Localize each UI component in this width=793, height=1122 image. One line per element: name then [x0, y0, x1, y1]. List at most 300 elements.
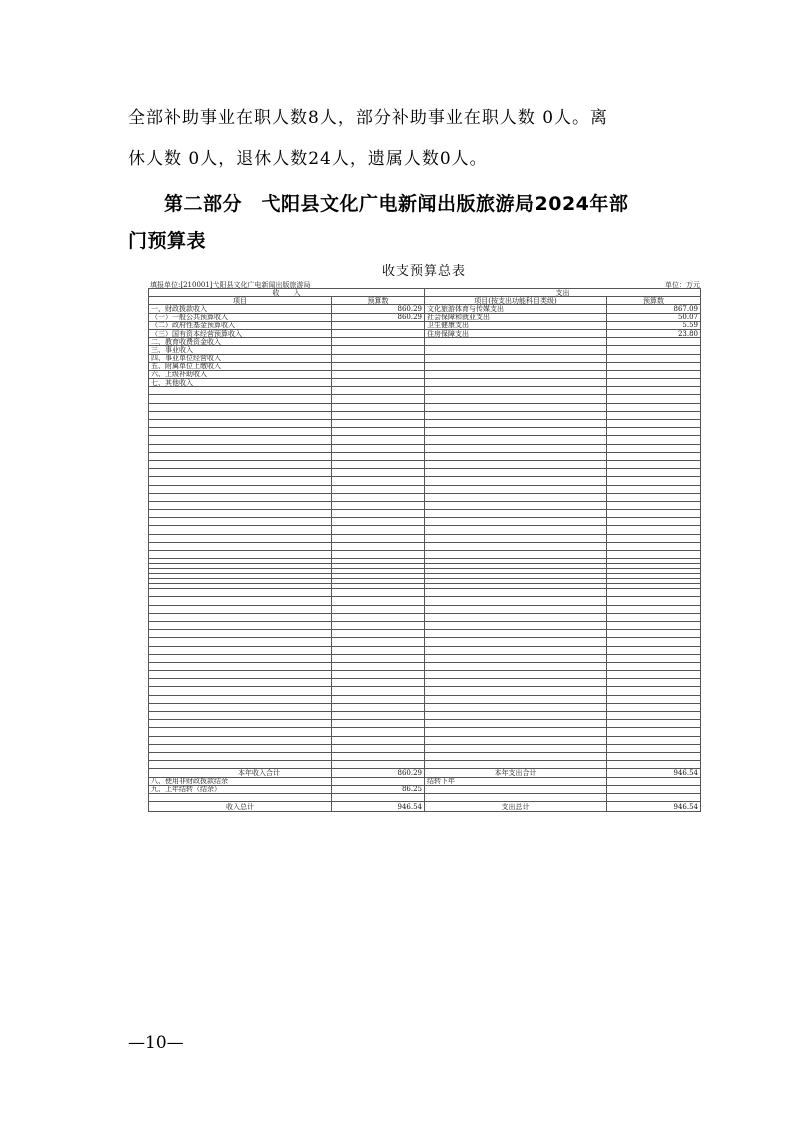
expense-item: 文化旅游体育与传媒支出	[425, 305, 607, 313]
table-row	[149, 346, 701, 354]
income-item	[149, 395, 332, 403]
income-value	[332, 597, 425, 605]
expense-item	[425, 428, 607, 436]
income-value: 860.29	[332, 313, 425, 321]
expense-item	[425, 493, 607, 501]
expense-item	[425, 703, 607, 711]
expense-value	[607, 518, 701, 526]
expense-item	[425, 436, 607, 444]
income-value	[332, 493, 425, 501]
income-subtotal-label: 本年收入合计	[149, 769, 332, 777]
expense-value	[607, 589, 701, 597]
expense-item	[425, 785, 607, 793]
income-item	[149, 428, 332, 436]
income-item	[149, 551, 332, 559]
expense-item	[425, 621, 607, 629]
expense-value	[607, 695, 701, 703]
expense-value	[607, 638, 701, 646]
expense-item	[425, 720, 607, 728]
expense-item	[425, 534, 607, 542]
income-value	[332, 395, 425, 403]
income-item	[149, 687, 332, 695]
table-row-empty	[149, 679, 701, 687]
expense-value	[607, 362, 701, 370]
expense-item	[425, 526, 607, 534]
table-row-empty	[149, 551, 701, 559]
income-value	[332, 671, 425, 679]
income-value	[332, 534, 425, 542]
expense-value	[607, 744, 701, 752]
expense-value	[607, 679, 701, 687]
expense-item	[425, 662, 607, 670]
section-heading-line-1	[128, 186, 688, 223]
income-item	[149, 477, 332, 485]
page-number: —10—	[128, 1033, 184, 1053]
expense-item	[425, 695, 607, 703]
income-item	[149, 662, 332, 670]
expense-item	[425, 518, 607, 526]
expense-value	[607, 630, 701, 638]
income-value	[332, 403, 425, 411]
expense-value	[607, 621, 701, 629]
expense-value	[607, 370, 701, 378]
table-row-empty	[149, 493, 701, 501]
income-item: 六、上级补助收入	[149, 370, 332, 378]
income-value	[332, 387, 425, 395]
income-item	[149, 526, 332, 534]
col-expense-item: 项目(按支出功能科目类级)	[425, 297, 607, 305]
table-row-empty	[149, 646, 701, 654]
expense-item	[425, 485, 607, 493]
expense-item	[425, 687, 607, 695]
expense-item	[425, 630, 607, 638]
income-value	[332, 679, 425, 687]
income-item	[149, 752, 332, 760]
table-row-empty	[149, 477, 701, 485]
expense-item: 卫生健康支出	[425, 321, 607, 329]
income-value	[332, 728, 425, 736]
income-item: 五、附属单位上缴收入	[149, 362, 332, 370]
total-row	[149, 802, 701, 812]
expense-item	[425, 728, 607, 736]
table-row	[149, 329, 701, 337]
income-value	[332, 687, 425, 695]
expense-item	[425, 613, 607, 621]
income-item	[149, 501, 332, 509]
expense-item	[425, 679, 607, 687]
income-value	[332, 379, 425, 387]
table-row	[149, 362, 701, 370]
income-value	[332, 662, 425, 670]
table-row	[149, 370, 701, 378]
income-item	[149, 420, 332, 428]
table-row-empty	[149, 605, 701, 613]
income-value	[332, 444, 425, 452]
expense-item	[425, 444, 607, 452]
expense-item	[425, 395, 607, 403]
income-item: 七、其他收入	[149, 379, 332, 387]
expense-value	[607, 785, 701, 793]
non-fiscal-balance-label: 八、使用非财政拨款结余	[149, 777, 332, 785]
filler-unit: 填报单位:[210001]弋阳县文化广电新闻出版旅游局	[150, 281, 311, 289]
income-item	[149, 671, 332, 679]
table-row-empty	[149, 728, 701, 736]
income-item	[149, 469, 332, 477]
expense-value: 23.80	[607, 329, 701, 337]
income-item	[149, 452, 332, 460]
income-value	[332, 329, 425, 337]
income-header: 收 入	[149, 289, 425, 297]
expense-item	[425, 379, 607, 387]
expense-value	[607, 452, 701, 460]
income-value	[332, 589, 425, 597]
expense-value	[607, 526, 701, 534]
income-item: 四、事业单位经营收入	[149, 354, 332, 362]
income-item	[149, 597, 332, 605]
income-item: 二、教育收费资金收入	[149, 338, 332, 346]
expense-item	[425, 452, 607, 460]
expense-item	[425, 646, 607, 654]
expense-item	[425, 605, 607, 613]
income-item	[149, 613, 332, 621]
expense-value	[607, 542, 701, 550]
income-item	[149, 646, 332, 654]
balance-row	[149, 777, 701, 785]
expense-item	[425, 411, 607, 419]
table-row-empty	[149, 671, 701, 679]
income-item: （三）国有资本经营预算收入	[149, 329, 332, 337]
table-row-empty	[149, 752, 701, 760]
income-item	[149, 793, 332, 801]
income-item	[149, 720, 332, 728]
income-item	[149, 621, 332, 629]
table-row-empty	[149, 654, 701, 662]
income-value	[332, 428, 425, 436]
expense-value	[607, 534, 701, 542]
expense-total-label: 支出总计	[425, 802, 607, 812]
col-item: 项目	[149, 297, 332, 305]
income-item: （一）一般公共预算收入	[149, 313, 332, 321]
carry-in-value: 86.25	[332, 785, 425, 793]
income-item	[149, 638, 332, 646]
income-value	[332, 477, 425, 485]
income-item: 三、事业收入	[149, 346, 332, 354]
expense-total-value: 946.54	[607, 802, 701, 812]
expense-value	[607, 501, 701, 509]
carry-in-row	[149, 785, 701, 793]
table-row-empty	[149, 621, 701, 629]
income-value	[332, 460, 425, 468]
expense-value	[607, 646, 701, 654]
income-item	[149, 736, 332, 744]
income-item: （二）政府性基金预算收入	[149, 321, 332, 329]
expense-value: 50.07	[607, 313, 701, 321]
expense-item	[425, 460, 607, 468]
expense-item	[425, 597, 607, 605]
expense-value	[607, 752, 701, 760]
expense-value	[607, 354, 701, 362]
expense-item	[425, 510, 607, 518]
table-row-empty	[149, 761, 701, 769]
income-item	[149, 387, 332, 395]
income-item	[149, 485, 332, 493]
expense-item	[425, 793, 607, 801]
expense-item: 住房保障支出	[425, 329, 607, 337]
income-value	[332, 712, 425, 720]
income-value	[332, 551, 425, 559]
expense-value	[607, 654, 701, 662]
income-item	[149, 744, 332, 752]
expense-item	[425, 387, 607, 395]
expense-value	[607, 420, 701, 428]
expense-value	[607, 736, 701, 744]
income-value	[332, 605, 425, 613]
income-value	[332, 346, 425, 354]
table-row-empty	[149, 638, 701, 646]
col-expense-budget: 预算数	[607, 297, 701, 305]
expense-item	[425, 736, 607, 744]
table-row-empty	[149, 744, 701, 752]
table-row-empty	[149, 501, 701, 509]
col-budget: 预算数	[332, 297, 425, 305]
table-row	[149, 379, 701, 387]
income-value	[332, 621, 425, 629]
expense-value	[607, 346, 701, 354]
expense-value	[607, 428, 701, 436]
table-row-empty	[149, 687, 701, 695]
income-value: 860.29	[332, 305, 425, 313]
expense-value: 5.59	[607, 321, 701, 329]
table-row-empty	[149, 703, 701, 711]
income-value	[332, 793, 425, 801]
expense-value	[607, 485, 701, 493]
expense-value	[607, 662, 701, 670]
expense-value: 867.09	[607, 305, 701, 313]
table-row-empty	[149, 452, 701, 460]
expense-subtotal-value: 946.54	[607, 769, 701, 777]
income-value	[332, 630, 425, 638]
expense-value	[607, 712, 701, 720]
table-row-empty	[149, 534, 701, 542]
income-item	[149, 411, 332, 419]
income-item	[149, 712, 332, 720]
expense-value	[607, 387, 701, 395]
expense-value	[607, 395, 701, 403]
expense-value	[607, 477, 701, 485]
income-value	[332, 485, 425, 493]
table-row-empty	[149, 526, 701, 534]
table-row-empty	[149, 613, 701, 621]
table-row-empty	[149, 387, 701, 395]
income-value	[332, 638, 425, 646]
table-row-empty	[149, 403, 701, 411]
income-value	[332, 646, 425, 654]
income-subtotal-value: 860.29	[332, 769, 425, 777]
expense-item	[425, 542, 607, 550]
expense-value	[607, 460, 701, 468]
income-item	[149, 589, 332, 597]
income-value	[332, 370, 425, 378]
non-fiscal-balance-value	[332, 777, 425, 785]
expense-value	[607, 703, 701, 711]
expense-value	[607, 671, 701, 679]
table-row-empty	[149, 411, 701, 419]
expense-item	[425, 403, 607, 411]
table-row-empty	[149, 736, 701, 744]
expense-item	[425, 551, 607, 559]
income-value	[332, 613, 425, 621]
income-value	[332, 362, 425, 370]
income-value	[332, 695, 425, 703]
expense-value	[607, 338, 701, 346]
carry-in-label: 九、上年结转（结余）	[149, 785, 332, 793]
expense-item	[425, 712, 607, 720]
income-item	[149, 534, 332, 542]
income-value	[332, 338, 425, 346]
table-row-empty	[149, 428, 701, 436]
expense-item	[425, 362, 607, 370]
expense-value	[607, 403, 701, 411]
income-total-label: 收入总计	[149, 802, 332, 812]
income-value	[332, 752, 425, 760]
income-value	[332, 436, 425, 444]
expense-value	[607, 379, 701, 387]
expense-value	[607, 720, 701, 728]
table-row	[149, 338, 701, 346]
table-column-row	[149, 297, 701, 305]
table-row-empty	[149, 420, 701, 428]
income-item	[149, 542, 332, 550]
expense-value	[607, 551, 701, 559]
income-value	[332, 518, 425, 526]
income-value	[332, 501, 425, 509]
income-total-value: 946.54	[332, 802, 425, 812]
expense-value	[607, 493, 701, 501]
income-item	[149, 654, 332, 662]
expense-value	[607, 687, 701, 695]
expense-value	[607, 613, 701, 621]
expense-item	[425, 744, 607, 752]
expense-item	[425, 589, 607, 597]
income-item	[149, 605, 332, 613]
expense-item	[425, 346, 607, 354]
table-row-empty	[149, 510, 701, 518]
expense-value	[607, 793, 701, 801]
income-item	[149, 695, 332, 703]
income-value	[332, 703, 425, 711]
income-value	[332, 654, 425, 662]
expense-value	[607, 436, 701, 444]
paragraph-line-2: 休人数 0人，退休人数24人，遗属人数0人。	[128, 149, 488, 169]
table-row-empty	[149, 485, 701, 493]
income-item	[149, 444, 332, 452]
expense-subtotal-label: 本年支出合计	[425, 769, 607, 777]
table-row-empty	[149, 436, 701, 444]
expense-item	[425, 420, 607, 428]
table-row-empty	[149, 695, 701, 703]
table-title: 收支预算总表	[381, 264, 466, 279]
table-row-empty	[149, 630, 701, 638]
income-item	[149, 679, 332, 687]
table-header-row	[149, 289, 701, 297]
income-value	[332, 469, 425, 477]
table-row-empty	[149, 444, 701, 452]
expense-value	[607, 597, 701, 605]
expense-value	[607, 411, 701, 419]
income-item: 一、财政拨款收入	[149, 305, 332, 313]
income-item	[149, 493, 332, 501]
expense-item	[425, 477, 607, 485]
income-item	[149, 703, 332, 711]
table-row-empty	[149, 712, 701, 720]
income-value	[332, 452, 425, 460]
income-item	[149, 436, 332, 444]
budget-summary-table	[148, 288, 701, 812]
paragraph-line-1: 全部补助事业在职人数8人，部分补助事业在职人数 0人。离	[128, 108, 609, 128]
table-row	[149, 305, 701, 313]
income-value	[332, 411, 425, 419]
expense-item	[425, 638, 607, 646]
income-item	[149, 761, 332, 769]
expense-value	[607, 444, 701, 452]
table-row-empty	[149, 542, 701, 550]
expense-item	[425, 370, 607, 378]
expense-item	[425, 501, 607, 509]
income-item	[149, 728, 332, 736]
expense-value	[607, 605, 701, 613]
expense-item: 社会保障和就业支出	[425, 313, 607, 321]
expense-value	[607, 728, 701, 736]
section-heading-text: 第二部分 弋阳县文化广电新闻出版旅游局2024年部	[164, 193, 629, 215]
table-row	[149, 313, 701, 321]
income-item	[149, 403, 332, 411]
carry-forward-out-value	[607, 777, 701, 785]
income-item	[149, 630, 332, 638]
income-value	[332, 321, 425, 329]
table-row-empty	[149, 597, 701, 605]
table-row-empty	[149, 518, 701, 526]
income-value	[332, 542, 425, 550]
expense-value	[607, 469, 701, 477]
table-row-empty	[149, 793, 701, 801]
table-row	[149, 321, 701, 329]
income-item	[149, 460, 332, 468]
table-row-empty	[149, 589, 701, 597]
expense-item	[425, 338, 607, 346]
table-row-empty	[149, 720, 701, 728]
expense-value	[607, 761, 701, 769]
expense-item	[425, 752, 607, 760]
table-row-empty	[149, 662, 701, 670]
income-value	[332, 761, 425, 769]
income-value	[332, 720, 425, 728]
expense-item	[425, 469, 607, 477]
table-row-empty	[149, 395, 701, 403]
income-value	[332, 744, 425, 752]
table-row-empty	[149, 469, 701, 477]
table-row	[149, 354, 701, 362]
expense-header: 支出	[425, 289, 701, 297]
expense-item	[425, 671, 607, 679]
expense-item	[425, 761, 607, 769]
carry-forward-out-label: 结转下年	[425, 777, 607, 785]
table-row-empty	[149, 460, 701, 468]
expense-item	[425, 654, 607, 662]
section-heading-line-2: 门预算表	[128, 230, 207, 252]
expense-item	[425, 354, 607, 362]
subtotal-row	[149, 769, 701, 777]
income-value	[332, 354, 425, 362]
